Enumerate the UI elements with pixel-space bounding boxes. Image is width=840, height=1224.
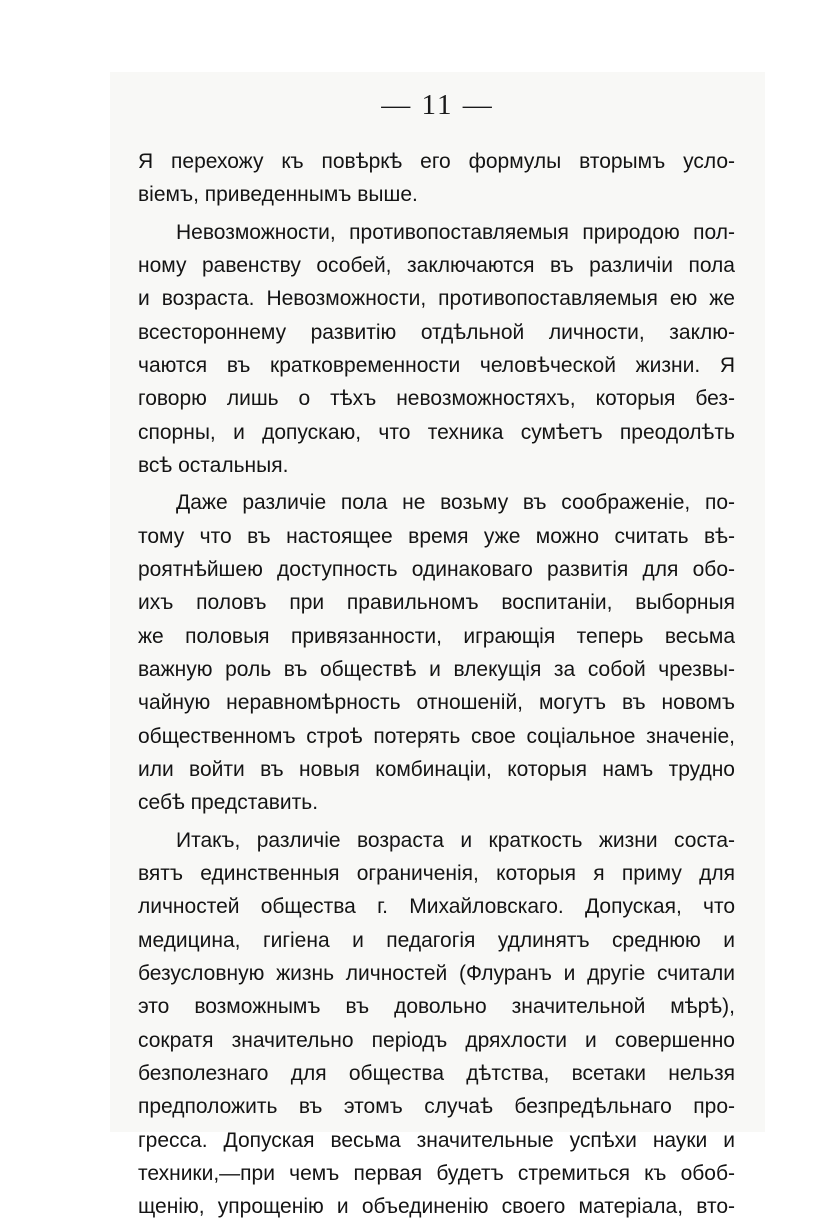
text-line: щенiю, упрощенiю и объединенiю своего матерiала, вто- bbox=[138, 1195, 735, 1219]
text-line: важную роль въ обществѣ и влекущiя за собой чрезвы- bbox=[138, 657, 735, 681]
text-line: себѣ представить. bbox=[138, 791, 319, 815]
text-line: ихъ половъ при правильномъ воспитанiи, выборныя bbox=[138, 591, 735, 615]
text-line: же половыя привязанности, играющiя теперь весьма bbox=[138, 624, 735, 648]
text-line: гресса. Допуская весьма значительные успѣхи науки и bbox=[138, 1128, 735, 1152]
text-line: общественномъ строѣ потерять свое соцiальное значенiе, bbox=[138, 724, 735, 748]
text-line: всѣ остальныя. bbox=[138, 453, 289, 477]
text-line: или войти въ новыя комбинацiи, которыя намъ трудно bbox=[138, 757, 735, 781]
text-line: Я перехожу къ повѣркѣ его формулы вторымъ усло- bbox=[138, 150, 735, 173]
text-line: спорны, и допускаю, что техника сумѣетъ преодолѣть bbox=[138, 420, 735, 444]
text-line: говорю лишь о тѣхъ невозможностяхъ, которыя без- bbox=[138, 387, 735, 411]
text-line: всестороннему развитiю отдѣльной личности, заклю- bbox=[138, 320, 735, 344]
text-line: тому что въ настоящее время уже можно считать вѣ- bbox=[138, 524, 735, 548]
text-line: сократя значительно перiодъ дряхлости и совершенно bbox=[138, 1028, 735, 1052]
text-line: Итакъ, различiе возраста и краткость жизни соста- bbox=[176, 828, 735, 852]
book-page bbox=[110, 72, 765, 1219]
text-line: личностей общества г. Михайловскаго. Допуская, что bbox=[138, 895, 735, 919]
text-line: безполезнаго для общества дѣтства, всетаки нельзя bbox=[138, 1061, 735, 1085]
text-line: Невозможности, противопоставляемыя природою пол- bbox=[176, 220, 735, 244]
text-line: это возможнымъ въ довольно значительной мѣрѣ), bbox=[138, 995, 735, 1019]
page-number: — 11 — bbox=[381, 89, 494, 121]
body-text bbox=[138, 145, 735, 1224]
text-line: чайную неравномѣрность отношенiй, могутъ въ новомъ bbox=[138, 691, 735, 715]
text-line: предположить въ этомъ случаѣ безпредѣльнаго про- bbox=[138, 1095, 735, 1119]
text-line: безусловную жизнь личностей (Флурaнъ и другiе считали bbox=[138, 961, 735, 985]
text-line: медицина, гигiена и педагогiя удлинятъ среднюю и bbox=[138, 928, 735, 952]
text-line: техники,—при чемъ первая будетъ стремиться къ обоб- bbox=[138, 1161, 735, 1185]
text-line: Даже различiе пола не возьму въ соображенiе, по- bbox=[176, 491, 735, 515]
text-line: чаются въ кратковременности человѣческой жизни. Я bbox=[138, 353, 735, 377]
text-line: роятнѣйшею доступность одинаковаго развитiя для обо- bbox=[138, 557, 735, 581]
text-line: и возраста. Невозможности, противопоставляемыя ею же bbox=[138, 287, 735, 311]
text-line: ному равенству особей, заключаются въ различiи пола bbox=[138, 253, 735, 277]
text-line: вiемъ, приведеннымъ выше. bbox=[138, 183, 418, 207]
text-line: вятъ единственныя ограниченiя, которыя я приму для bbox=[138, 861, 735, 885]
